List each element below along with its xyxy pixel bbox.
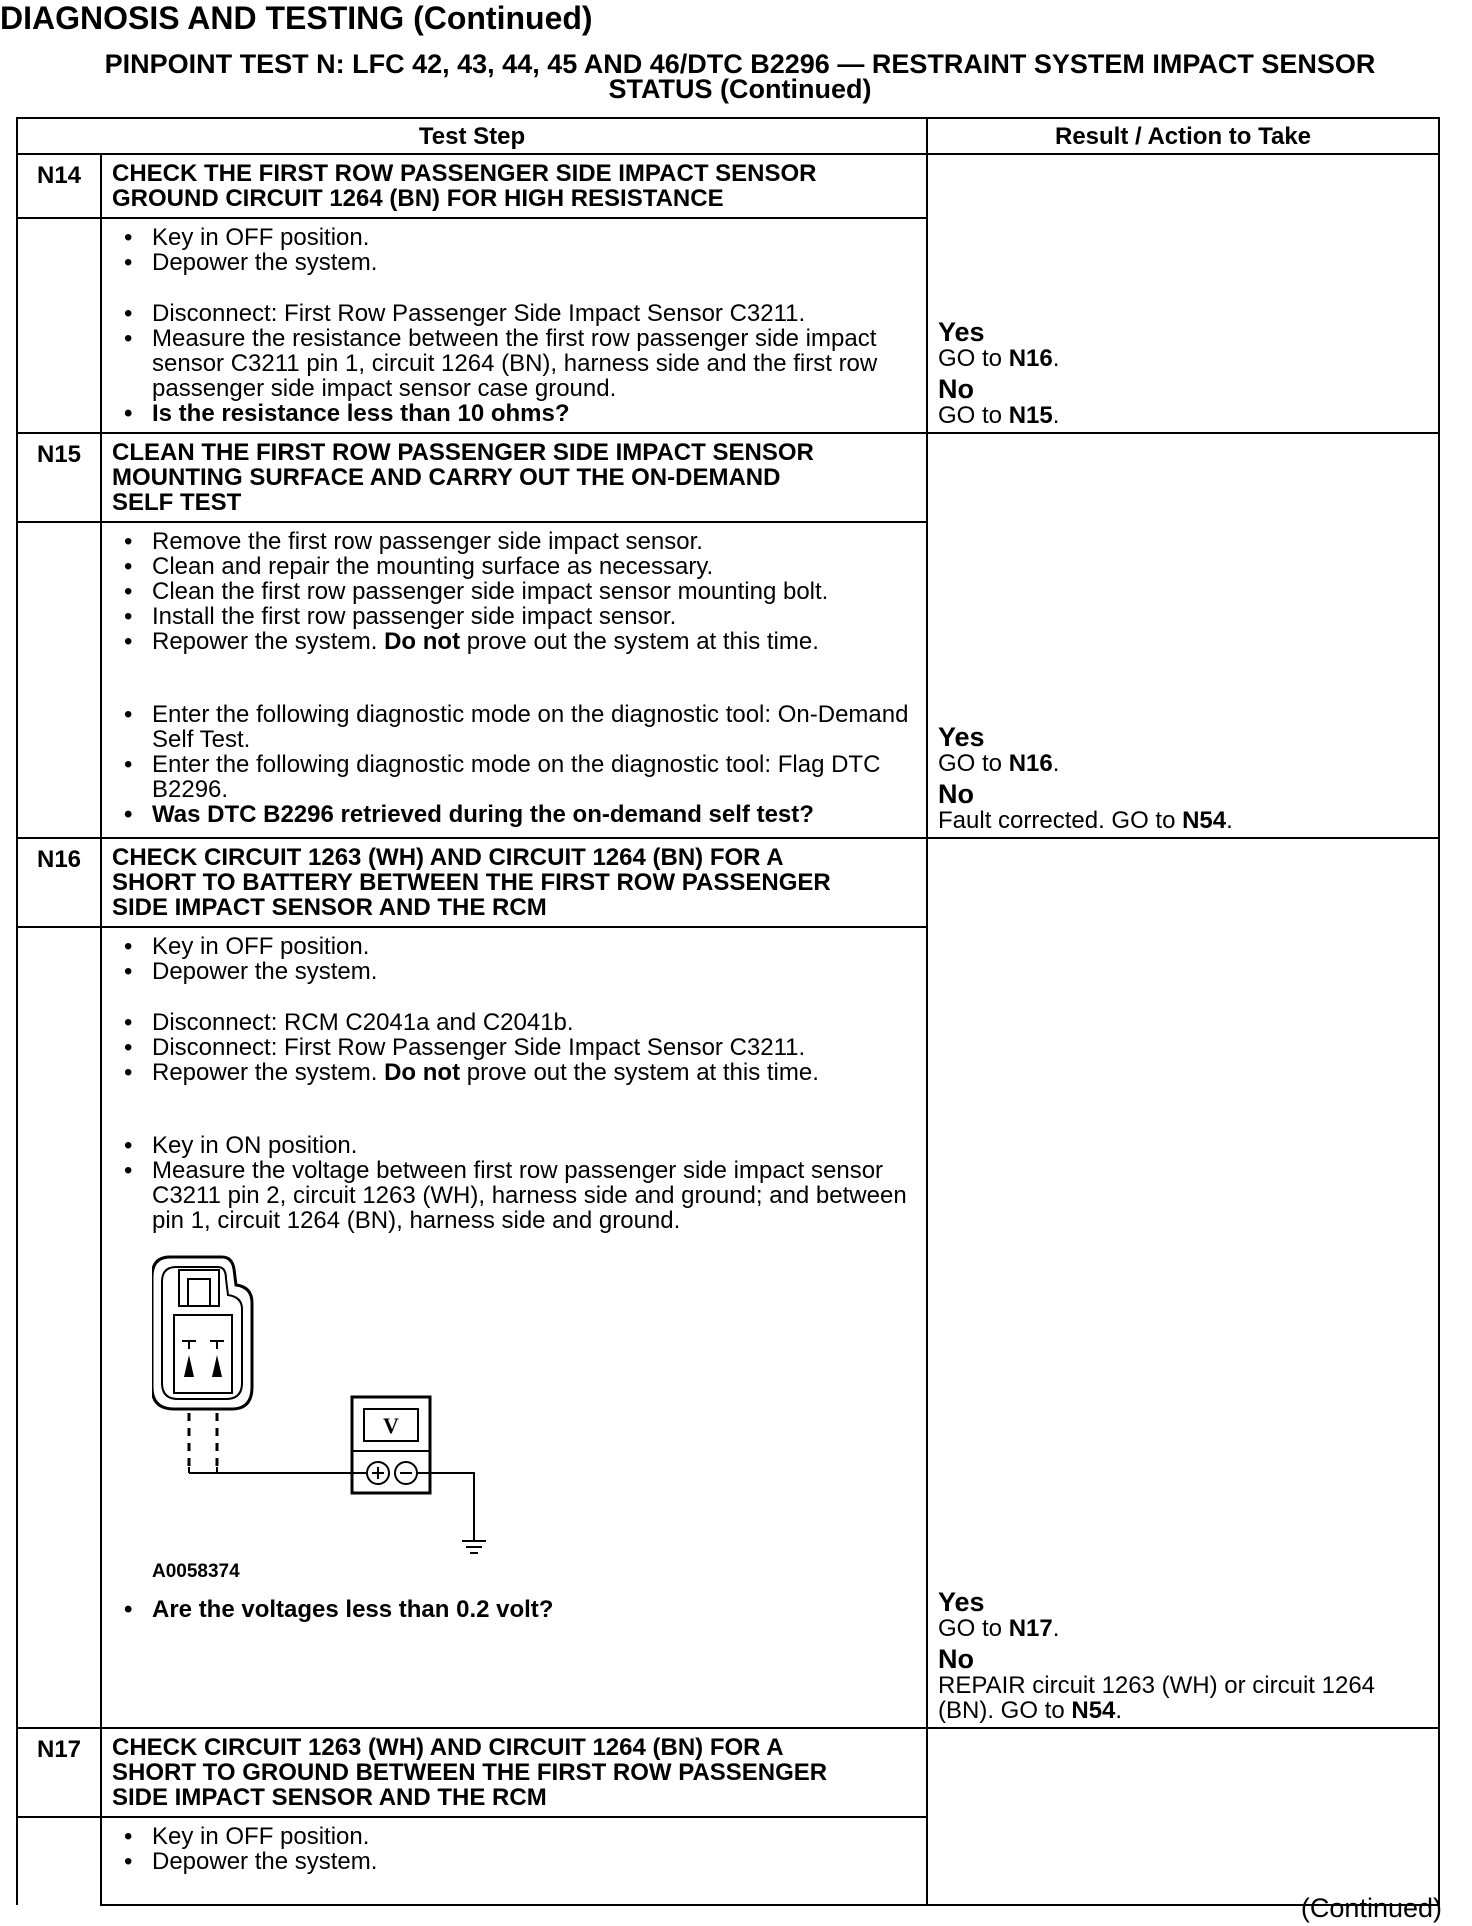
voltage-measurement-diagram — [152, 1237, 652, 1597]
instruction-item: • Measure the voltage between first row passenger side impact sensor C3211 pin 2, circuit 1263 (WH), harness side and ground; and between pin 1, circuit 1264 (BN), harness side and ground. — [112, 1158, 916, 1233]
step-n15-title-row — [17, 433, 1439, 522]
step-title-line: SIDE IMPACT SENSOR AND THE RCM — [112, 894, 547, 921]
result-n17 — [927, 1728, 1439, 1905]
terminal-cavity — [174, 1315, 232, 1393]
result-no-label: No — [938, 779, 974, 809]
header-result-action: Result / Action to Take — [927, 118, 1439, 154]
step-id-spacer — [17, 218, 101, 433]
step-title-line: GROUND CIRCUIT 1264 (BN) FOR HIGH RESISTANCE — [112, 185, 724, 212]
result-no-label: No — [938, 1644, 974, 1674]
result-yes-action: GO to N16. — [938, 345, 1060, 372]
step-title-line: SHORT TO BATTERY BETWEEN THE FIRST ROW PASSENGER — [112, 869, 831, 896]
instruction-item: • Key in OFF position. — [112, 225, 916, 250]
instruction-item: • Depower the system. — [112, 1849, 916, 1874]
goto-link-n16[interactable]: N16 — [1008, 750, 1053, 777]
instruction-item: • Disconnect: RCM C2041a and C2041b. — [112, 1010, 916, 1035]
step-title-line: CLEAN THE FIRST ROW PASSENGER SIDE IMPACT SENSOR — [112, 439, 814, 466]
result-yes-label: Yes — [938, 722, 985, 752]
step-instructions — [112, 1010, 916, 1085]
step-id-n17: N17 — [17, 1728, 101, 1817]
instruction-item: • Repower the system. Do not prove out the system at this time. — [112, 1060, 916, 1085]
goto-link-n15[interactable]: N15 — [1008, 402, 1053, 429]
step-n17-title-row — [17, 1728, 1439, 1817]
step-body-n17 — [101, 1817, 927, 1905]
result-n15 — [927, 433, 1439, 838]
step-title-line: CHECK THE FIRST ROW PASSENGER SIDE IMPACT SENSOR — [112, 160, 817, 187]
step-title-n14 — [101, 154, 927, 218]
instruction-item: • Disconnect: First Row Passenger Side Impact Sensor C3211. — [112, 301, 916, 326]
instruction-item: • Key in ON position. — [112, 1133, 916, 1158]
pinpoint-test-title — [40, 49, 1440, 104]
instruction-question: • Is the resistance less than 10 ohms? — [112, 401, 916, 426]
step-instructions — [112, 225, 916, 275]
step-title-line: SHORT TO GROUND BETWEEN THE FIRST ROW PASSENGER — [112, 1759, 828, 1786]
step-instructions — [112, 301, 916, 426]
step-instructions — [112, 529, 916, 654]
step-instructions — [112, 1824, 916, 1874]
result-yes-label: Yes — [938, 1587, 985, 1617]
pinpoint-test-table — [16, 117, 1440, 1906]
terminal-pin-1 — [210, 1341, 224, 1349]
step-id-spacer — [17, 1817, 101, 1905]
step-title-line: SIDE IMPACT SENSOR AND THE RCM — [112, 1784, 547, 1811]
instruction-item: • Depower the system. — [112, 959, 916, 984]
instruction-item: • Measure the resistance between the first row passenger side impact sensor C3211 pin 1, circuit 1264 (BN), harness side and the first row passenger side impact sensor case ground. — [112, 326, 916, 401]
header-test-step: Test Step — [17, 118, 927, 154]
pinpoint-title-line1: PINPOINT TEST N: LFC 42, 43, 44, 45 AND 46/DTC B2296 — RESTRAINT SYSTEM IMPACT SENSOR — [104, 49, 1376, 79]
step-body-n15 — [101, 522, 927, 838]
continued-label: (Continued) — [1300, 1893, 1442, 1923]
step-instructions — [112, 1133, 916, 1233]
result-n16 — [927, 838, 1439, 1728]
probe-pin-1 — [212, 1355, 222, 1377]
step-body-n14 — [101, 218, 927, 433]
table-header-row — [17, 118, 1439, 154]
instruction-item: • Disconnect: First Row Passenger Side Impact Sensor C3211. — [112, 1035, 916, 1060]
step-instructions — [112, 702, 916, 827]
result-no-label: No — [938, 374, 974, 404]
step-instructions — [112, 934, 916, 984]
result-yes-action: GO to N17. — [938, 1615, 1060, 1642]
instruction-item: • Install the first row passenger side impact sensor. — [112, 604, 916, 629]
step-title-n16 — [101, 838, 927, 927]
step-n16-title-row — [17, 838, 1439, 927]
step-body-n16 — [101, 927, 927, 1728]
voltmeter-label: V — [383, 1413, 399, 1438]
result-yes-action: GO to N16. — [938, 750, 1060, 777]
goto-link-n16[interactable]: N16 — [1008, 345, 1053, 372]
ground-icon — [462, 1541, 486, 1553]
pinpoint-title-line2: STATUS (Continued) — [608, 74, 872, 104]
step-id-n16: N16 — [17, 838, 101, 927]
step-title-line: CHECK CIRCUIT 1263 (WH) AND CIRCUIT 1264 (BN) FOR A — [112, 844, 784, 871]
step-instructions — [112, 1597, 916, 1622]
connector-latch — [179, 1270, 219, 1306]
instruction-item: • Key in OFF position. — [112, 934, 916, 959]
terminal-pin-2 — [182, 1341, 196, 1349]
connector-voltmeter-illustration — [152, 1237, 652, 1557]
step-title-n15 — [101, 433, 927, 522]
step-title-line: SELF TEST — [112, 489, 242, 516]
section-title: DIAGNOSIS AND TESTING (Continued) — [0, 0, 593, 36]
instruction-item: • Enter the following diagnostic mode on the diagnostic tool: On-Demand Self Test. — [112, 702, 916, 752]
step-n14-title-row — [17, 154, 1439, 218]
instruction-item: • Repower the system. Do not prove out the system at this time. — [112, 629, 916, 654]
instruction-item: • Remove the first row passenger side impact sensor. — [112, 529, 916, 554]
ground-lead — [417, 1473, 474, 1541]
probe-pin-2 — [184, 1355, 194, 1377]
instruction-item: • Clean the first row passenger side impact sensor mounting bolt. — [112, 579, 916, 604]
instruction-item: • Clean and repair the mounting surface as necessary. — [112, 554, 916, 579]
step-id-n14: N14 — [17, 154, 101, 218]
instruction-item: • Depower the system. — [112, 250, 916, 275]
step-title-line: CHECK CIRCUIT 1263 (WH) AND CIRCUIT 1264 (BN) FOR A — [112, 1734, 784, 1761]
connector-latch-tab — [188, 1279, 210, 1306]
instruction-item: • Key in OFF position. — [112, 1824, 916, 1849]
instruction-item: • Enter the following diagnostic mode on the diagnostic tool: Flag DTC B2296. — [112, 752, 916, 802]
step-id-spacer — [17, 522, 101, 838]
goto-link-n54[interactable]: N54 — [1182, 807, 1227, 834]
instruction-question: • Was DTC B2296 retrieved during the on-demand self test? — [112, 802, 916, 827]
figure-id: A0058374 — [152, 1561, 240, 1582]
result-no-action: Fault corrected. GO to N54. — [938, 807, 1233, 834]
step-id-spacer — [17, 927, 101, 1728]
result-n14 — [927, 154, 1439, 433]
step-title-n17 — [101, 1728, 927, 1817]
instruction-question: • Are the voltages less than 0.2 volt? — [112, 1597, 916, 1622]
result-no-action: GO to N15. — [938, 402, 1060, 429]
step-title-line: MOUNTING SURFACE AND CARRY OUT THE ON-DEMAND — [112, 464, 781, 491]
result-yes-label: Yes — [938, 317, 985, 347]
goto-link-n54[interactable]: N54 — [1071, 1697, 1116, 1724]
goto-link-n17[interactable]: N17 — [1008, 1615, 1053, 1642]
result-no-action: REPAIR circuit 1263 (WH) or circuit 1264 (BN). GO to N54. — [938, 1672, 1376, 1724]
step-id-n15: N15 — [17, 433, 101, 522]
